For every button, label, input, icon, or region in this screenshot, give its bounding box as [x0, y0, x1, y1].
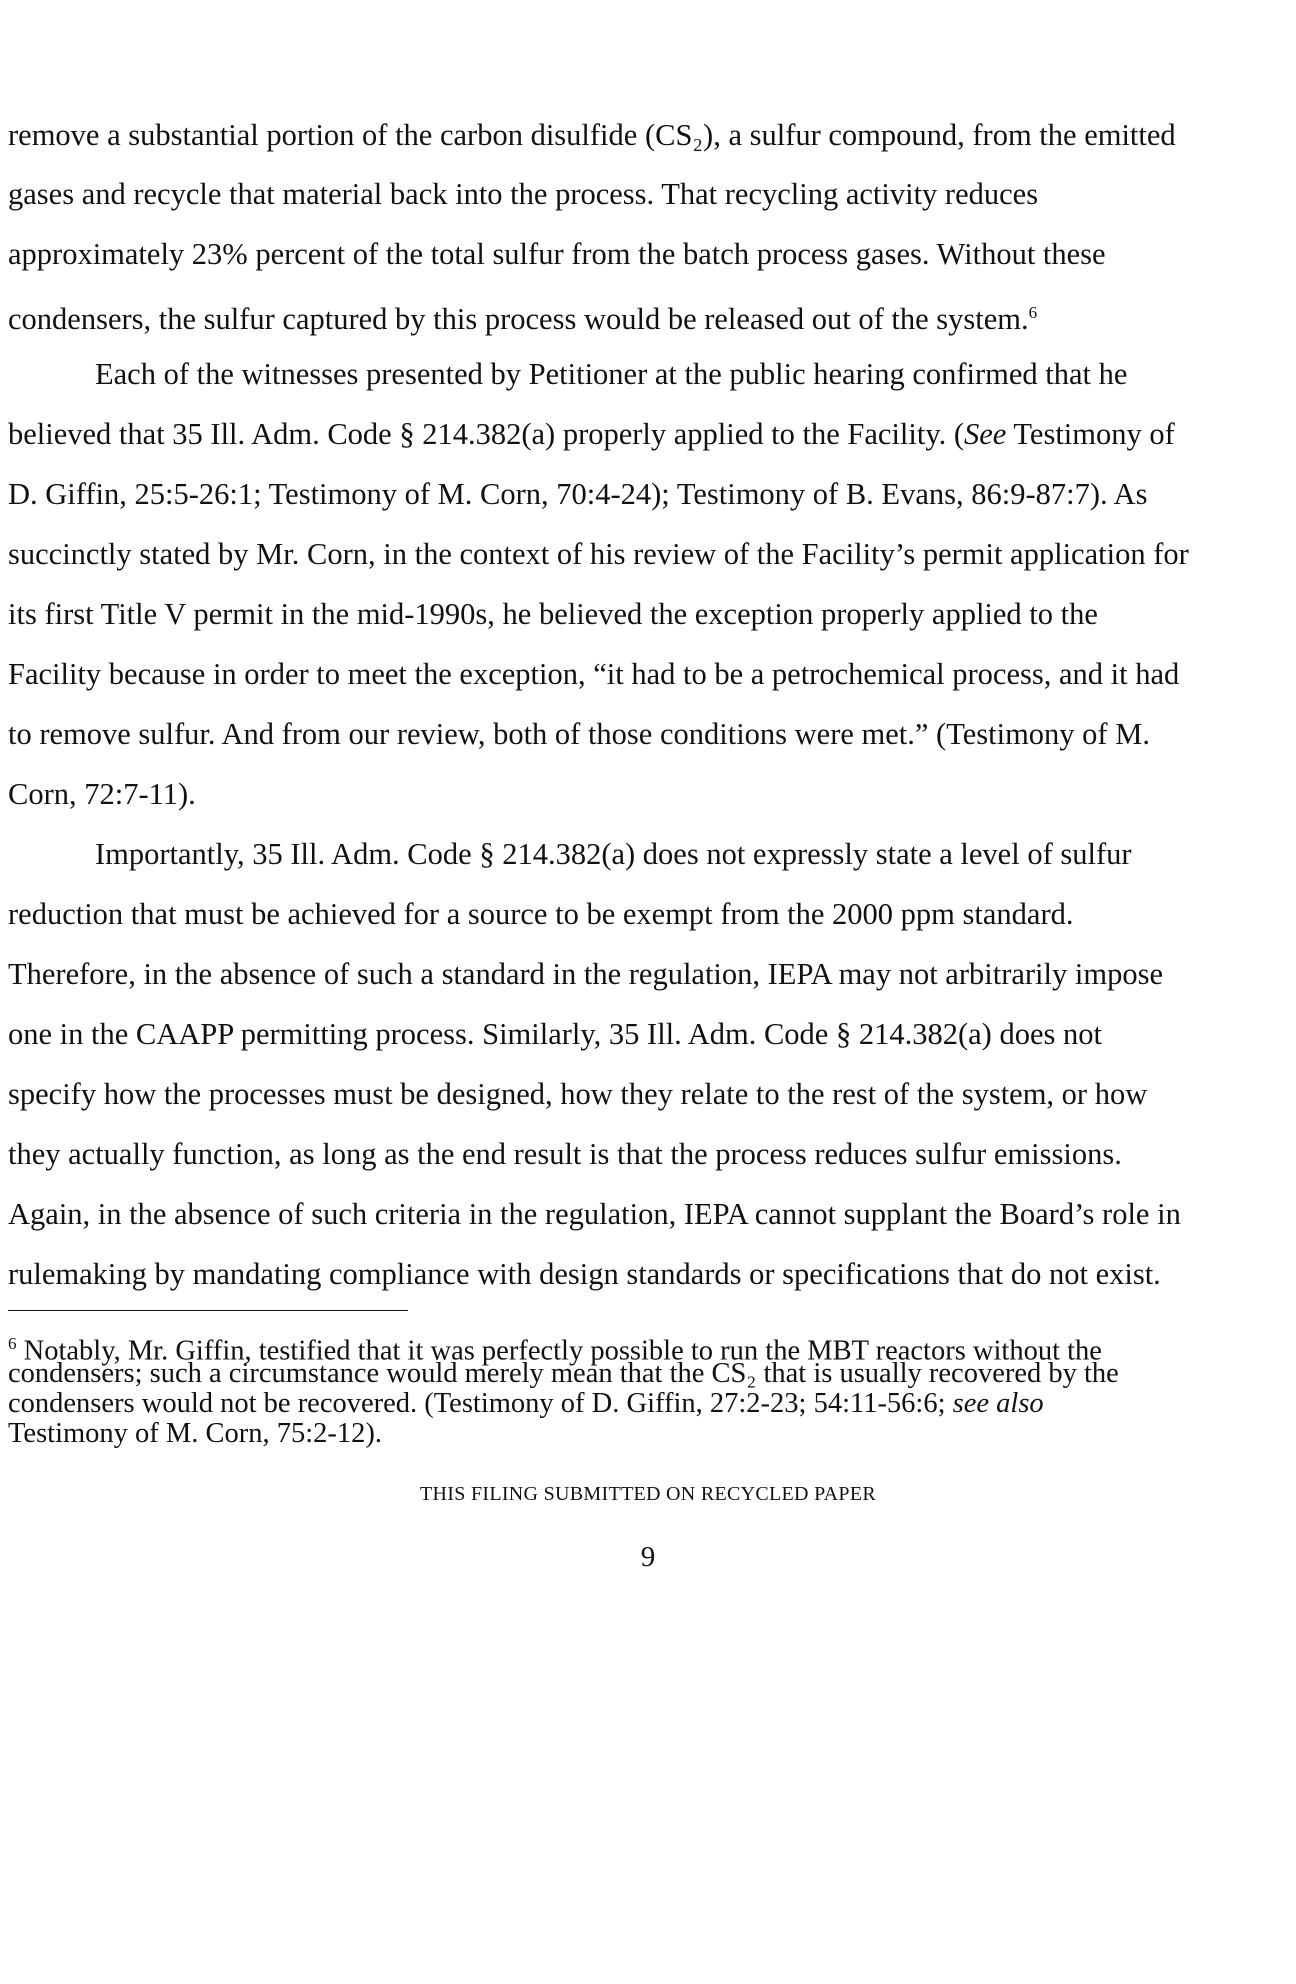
body-line: believed that 35 Ill. Adm. Code § 214.382(a) properly applied to the Facility. (See Testimony of	[8, 417, 1175, 451]
body-line: Corn, 72:7-11).	[8, 777, 196, 811]
body-line: its first Title V permit in the mid-1990s, he believed the exception properly applied to the	[8, 597, 1098, 631]
body-line: remove a substantial portion of the carbon disulfide (CS₂), a sulfur compound, from the emitted	[8, 118, 1176, 152]
citation-signal: see also	[952, 1388, 1044, 1419]
body-line: condensers, the sulfur captured by this process would be released out of the system.$^6$	[8, 302, 1038, 337]
body-line: Therefore, in the absence of such a standard in the regulation, IEPA may not arbitrarily impose	[8, 957, 1163, 991]
footnote-line: condensers; such a circumstance would merely mean that the CS₂ that is usually recovered by the	[8, 1358, 1119, 1389]
body-line: they actually function, as long as the end result is that the process reduces sulfur emissions.	[8, 1137, 1122, 1171]
footnote-line: condensers would not be recovered. (Testimony of D. Giffin, 27:2-23; 54:11-56:6; see also	[8, 1388, 1044, 1419]
body-line: rulemaking by mandating compliance with design standards or specifications that do not exist.	[8, 1257, 1161, 1291]
footnote-line: $^6$ Notably, Mr. Giffin, testified that it was perfectly possible to run the MBT reactors without the	[8, 1334, 1102, 1367]
footnote-number: 6	[8, 1334, 17, 1353]
body-line: reduction that must be achieved for a source to be exempt from the 2000 ppm standard.	[8, 897, 1074, 931]
footnote-separator	[8, 1310, 408, 1311]
body-line: Facility because in order to meet the exception, “it had to be a petrochemical process, and it had	[8, 657, 1180, 691]
body-line: approximately 23% percent of the total sulfur from the batch process gases. Without these	[8, 237, 1106, 271]
body-line: Importantly, 35 Ill. Adm. Code § 214.382(a) does not expressly state a level of sulfur	[95, 837, 1132, 871]
body-line: Each of the witnesses presented by Petitioner at the public hearing confirmed that he	[95, 357, 1128, 391]
recycled-paper-notice: THIS FILING SUBMITTED ON RECYCLED PAPER	[420, 1483, 876, 1505]
citation-signal: See	[964, 417, 1007, 451]
body-line: Again, in the absence of such criteria in the regulation, IEPA cannot supplant the Board’s role in	[8, 1197, 1181, 1231]
body-line: gases and recycle that material back into the process. That recycling activity reduces	[8, 177, 1039, 211]
body-line: to remove sulfur. And from our review, both of those conditions were met.” (Testimony of M.	[8, 717, 1150, 751]
footnote-reference: 6	[1028, 303, 1038, 322]
body-line: specify how the processes must be designed, how they relate to the rest of the system, or how	[8, 1077, 1148, 1111]
body-line: one in the CAAPP permitting process. Similarly, 35 Ill. Adm. Code § 214.382(a) does not	[8, 1017, 1102, 1051]
page-number: 9	[640, 1541, 656, 1573]
body-line: D. Giffin, 25:5-26:1; Testimony of M. Corn, 70:4-24); Testimony of B. Evans, 86:9-87:7). As	[8, 477, 1148, 511]
body-line: succinctly stated by Mr. Corn, in the context of his review of the Facility’s permit application for	[8, 537, 1189, 571]
footnote-line: Testimony of M. Corn, 75:2-12).	[8, 1418, 383, 1449]
